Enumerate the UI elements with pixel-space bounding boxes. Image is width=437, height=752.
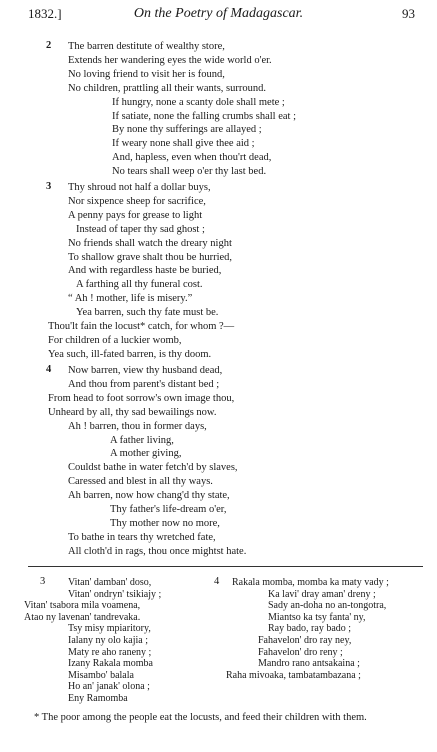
poem-line: Thy mother now no more, [110,517,220,529]
poem-line: To bathe in tears thy wretched fate, [68,531,216,543]
malagasy-line: Eny Ramomba [68,693,128,704]
malagasy-line: Vitan' ondryn' tsikiajy ; [68,588,162,600]
running-header [0,4,437,24]
malagasy-line: Fahavelon' dro ray ney, [258,635,352,646]
malagasy-line: Ray bado, ray bado ; [268,623,352,635]
poem-line: Ah ! barren, thou in former days, [68,420,207,432]
malagasy-line: Atao ny lavenan' tandrevaka. [24,611,141,623]
poem-line: No loving friend to visit her is found, [68,68,225,80]
poem-line: A farthing all thy funeral cost. [76,279,203,291]
poem-line: By none thy sufferings are allayed ; [112,124,262,136]
header-title: On the Poetry of Madagascar. [133,6,304,21]
malagasy-line: Ka lavi' dray aman' dreny ; [268,588,376,600]
stanza-number: 2 [46,40,52,51]
poem-line: If weary none shall give thee aid ; [112,138,255,150]
malagasy-line: Ialany ny olo kajia ; [68,635,148,646]
malagasy-line: Izany Rakala momba [68,658,153,670]
poem-line: Now barren, view thy husband dead, [68,365,223,376]
poem-line: A penny pays for grease to light [68,209,203,221]
poem-line: Instead of taper thy sad ghost ; [76,223,205,235]
poem-line: And, hapless, even when thou'rt dead, [112,152,272,164]
poem-line: From head to foot sorrow's own image thou, [48,392,235,404]
poem-line: A mother giving, [110,448,182,460]
malagasy-line: Miantso ka tsy fanta' ny, [268,611,366,623]
malagasy-line: Misambo' balala [68,669,134,681]
malagasy-stanza-number: 3 [40,576,46,587]
poem-line: If satiate, none the falling crumbs shall eat ; [112,110,296,122]
malagasy-line: Vitan' damban' doso, [68,577,152,588]
poem-line: Ah barren, now how chang'd thy state, [68,490,230,502]
malagasy-line: Sady an-doha no an-tongotra, [268,600,387,612]
page-number: 93 [402,6,415,21]
malagasy-line: Fahavelon' dro reny ; [258,646,343,658]
poem-line: “ Ah ! mother, life is misery.” [68,293,193,305]
stanza-number: 3 [46,181,52,192]
poem-line: Thou'lt fain the locust* catch, for whom ?— [48,321,235,332]
poem-line: For children of a luckier womb, [48,334,182,346]
malagasy-line: Maty re aho raneny ; [68,646,152,658]
malagasy-line: Raha mivoaka, tambatambazana ; [226,669,361,681]
poem-line: A father living, [110,434,174,446]
poem-line: No friends shall watch the dreary night [68,237,232,249]
poem-line: Thy shroud not half a dollar buys, [68,182,211,193]
poem-line: If hungry, none a scanty dole shall mete ; [112,96,285,108]
poem-line: No children, prattling all their wants, surround. [68,82,266,94]
malagasy-line: Vitan' tsabora mila voamena, [24,600,141,612]
poem-line: Yea barren, such thy fate must be. [76,307,219,319]
malagasy-line: Tsy misy mpiaritory, [68,623,151,635]
poem-line: The barren destitute of wealthy store, [68,41,225,52]
poem-line: To shallow grave shalt thou be hurried, [68,251,233,263]
poem-line: Unheard by all, thy sad bewailings now. [48,406,217,418]
malagasy-line: Mandro rano antsakaina ; [258,658,360,670]
poem-line: Extends her wandering eyes the wide world o'er. [68,54,272,66]
poem-line: No tears shall weep o'er thy last bed. [112,166,267,178]
poem-line: And with regardless haste be buried, [68,265,222,277]
section-divider [28,566,423,567]
poem-line: Yea such, ill-fated barren, is thy doom. [48,348,212,360]
stanza-number: 4 [46,364,52,375]
poem-line: Thy father's life-dream o'er, [110,504,227,515]
poem-line: All cloth'd in rags, thou once mightst hate. [68,545,247,557]
poem-line: Caressed and blest in all thy ways. [68,476,213,488]
malagasy-stanza-number: 4 [214,576,220,587]
header-year: 1832.] [28,6,62,21]
poem-line: Nor sixpence sheep for sacrifice, [68,195,206,207]
poem-line: Couldst bathe in water fetch'd by slaves, [68,462,238,474]
malagasy-line: Rakala momba, momba ka maty vady ; [232,577,389,588]
malagasy-line: Ho an' janak' olona ; [68,681,150,693]
poem-line: And thou from parent's distant bed ; [68,378,220,390]
footnote: * The poor among the people eat the locusts, and feed their children with them. [34,712,367,723]
